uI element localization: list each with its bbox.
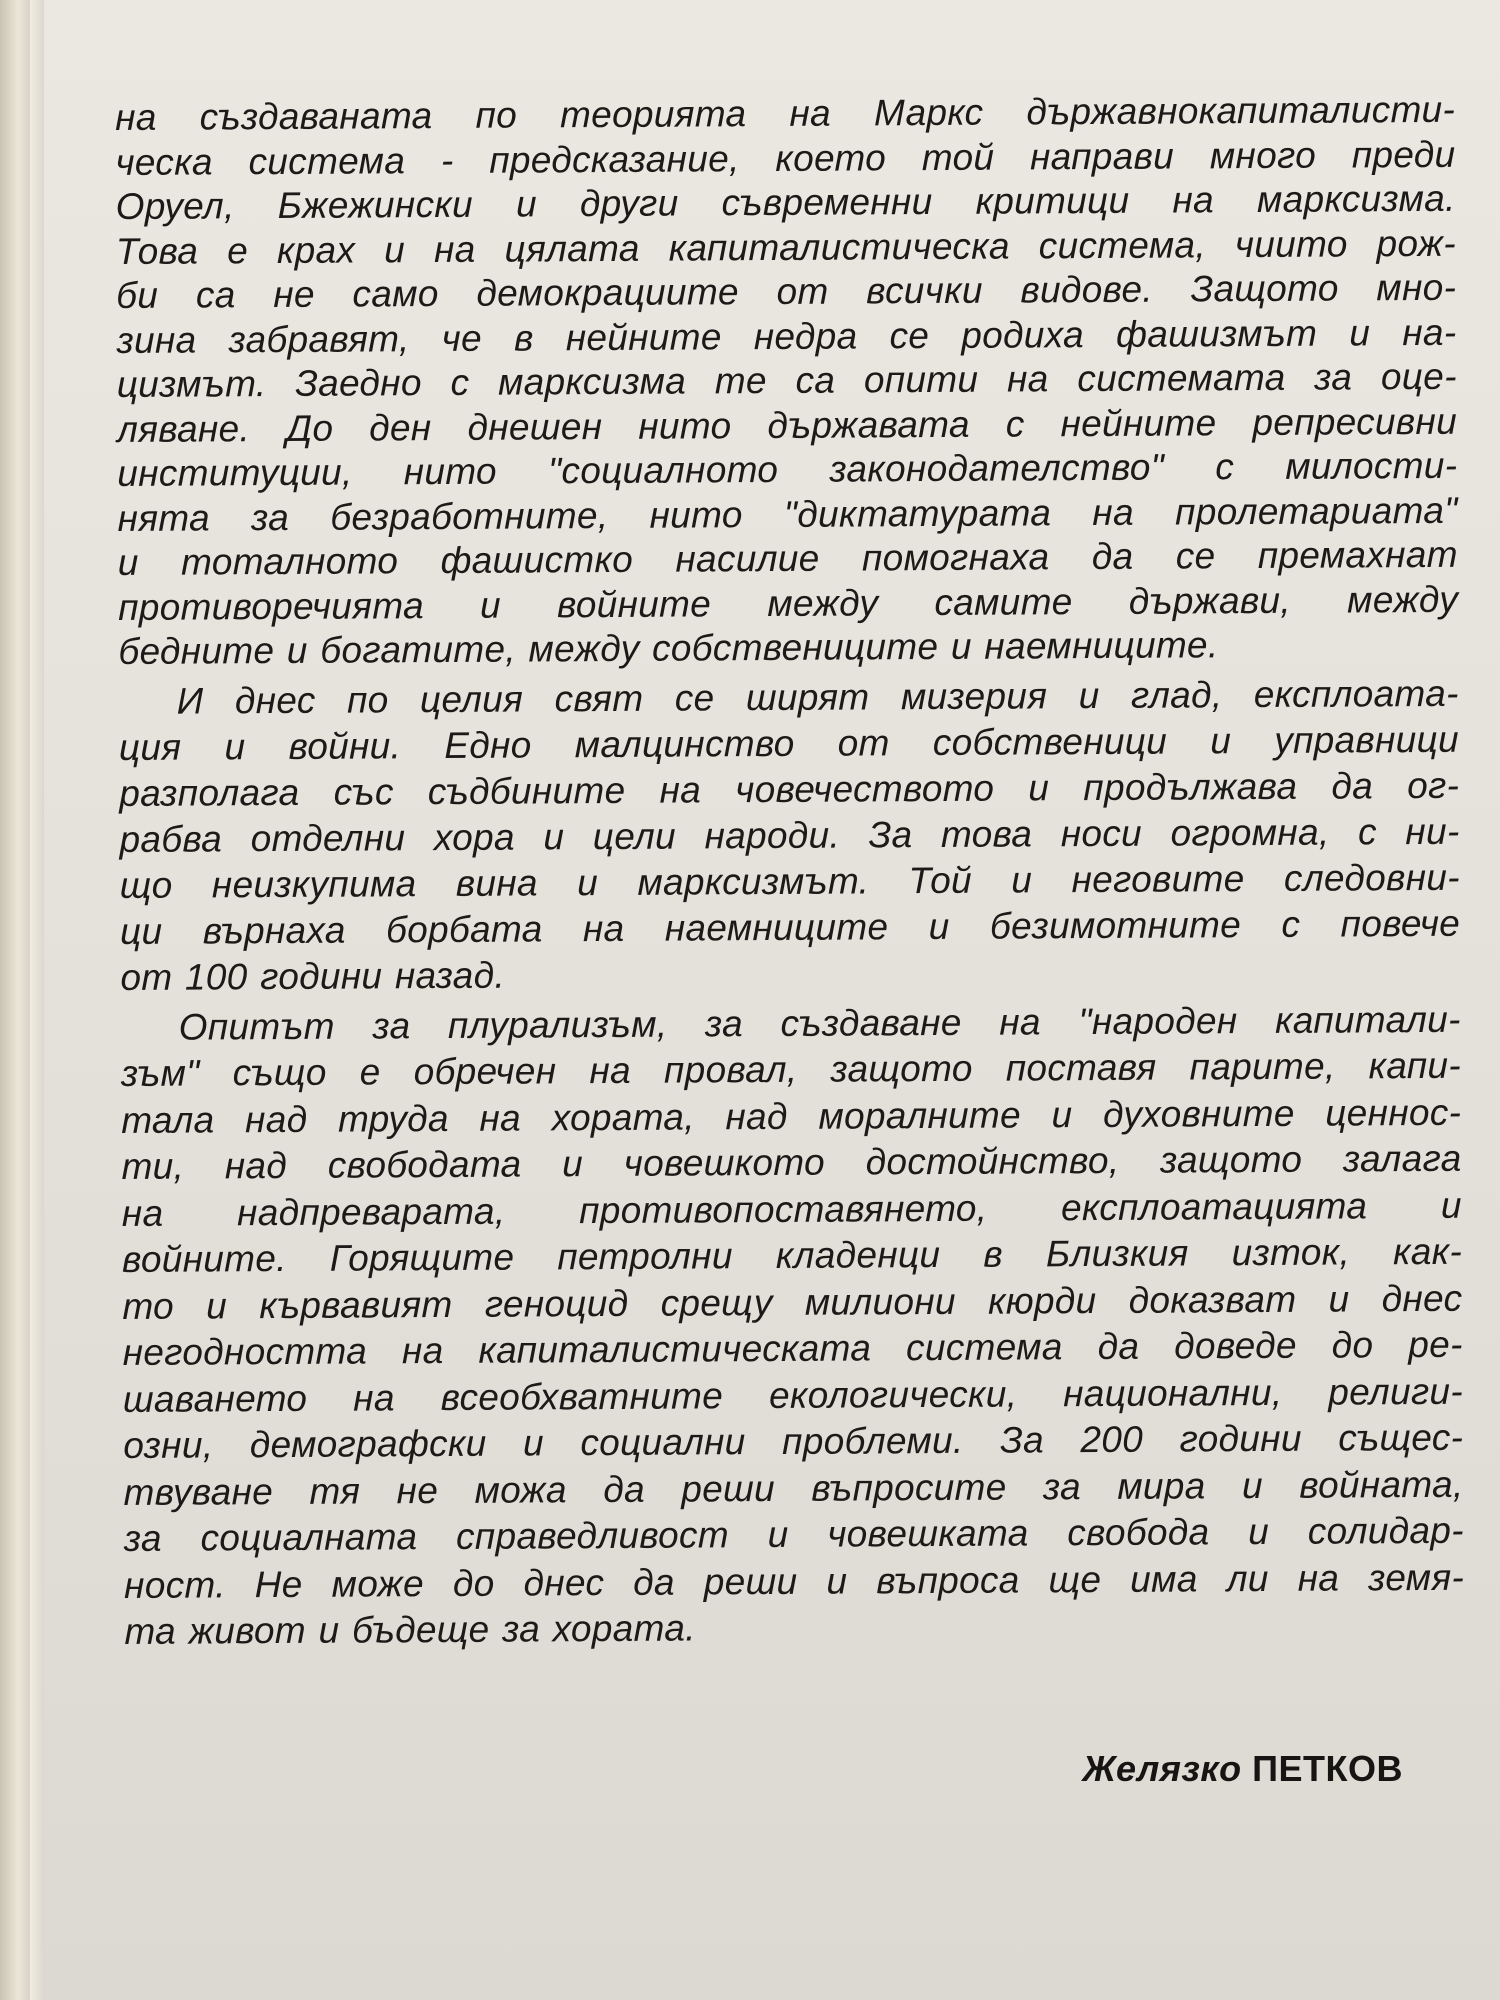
text-line: противоречията и войните между самите държави, между: [117, 578, 1459, 628]
text-line: ческа система - предсказание, което той направи много преди: [115, 133, 1456, 183]
text-line: институции, нито "социалното законодателство" с милости-: [117, 444, 1458, 494]
text-line: Това е крах и на цялата капиталистическа система, чиито рож-: [115, 222, 1457, 272]
text-line: за социалната справедливост и човешката свобода и солидар-: [123, 1509, 1464, 1559]
text-line: би са не само демокрациите от всички видове. Защото мно-: [116, 266, 1457, 316]
text-line: бедните и богатите, между собствениците и наемниците.: [118, 624, 1219, 672]
text-line: нята за безработните, нито "диктатурата на пролетариата": [117, 489, 1458, 539]
text-line: ляване. До ден днешен нито държавата с нейните репресивни: [116, 400, 1458, 450]
author-first-name: Желязко: [1082, 1748, 1242, 1789]
text-line: шаването на всеобхватните екологически, национални, религи-: [122, 1370, 1464, 1420]
text-line: и тоталното фашистко насилие помогнаха да се премахнат: [117, 533, 1458, 583]
text-line: на създаваната по теорията на Маркс държавнокапиталисти-: [115, 88, 1456, 138]
text-line: Опитът за плурализъм, за създаване на "народен капитали-: [178, 998, 1461, 1048]
text-line: ти, над свободата и човешкото достойнство, защото залага: [121, 1137, 1462, 1187]
text-line: от 100 години назад.: [120, 954, 506, 998]
text-line: И днес по целия свят се ширят мизерия и глад, експлоата-: [176, 672, 1459, 722]
text-line: твуване тя не можа да реши въпросите за мира и войната,: [123, 1463, 1464, 1513]
text-line: негодността на капиталистическата система да доведе до ре-: [122, 1323, 1463, 1373]
paragraph-1: [115, 88, 1459, 675]
text-line: тала над труда на хората, над моралните и духовните ценнос-: [121, 1091, 1462, 1141]
text-line: ност. Не може до днес да реши и въпроса ще има ли на земя-: [123, 1556, 1465, 1606]
book-spine: [0, 0, 30, 2000]
text-line: та живот и бъдеще за хората.: [124, 1607, 696, 1652]
paragraph-2: [119, 670, 1461, 1000]
text-line: ци върнаха борбата на наемниците и безимотните с повече: [119, 902, 1461, 952]
text-line: цизмът. Заедно с марксизма те са опити на системата за оце-: [116, 355, 1457, 405]
author-last-name: ПЕТКОВ: [1252, 1748, 1403, 1789]
text-line: ция и войни. Едно малцинство от собственици и управници: [118, 718, 1460, 768]
text-line: озни, демографски и социални проблеми. За 200 години същес-: [123, 1416, 1464, 1466]
text-line: що неизкупима вина и марксизмът. Той и неговите следовни-: [119, 856, 1460, 906]
page-edge: [30, 0, 44, 2000]
text-line: то и кървавият геноцид срещу милиони кюрди доказват и днес: [122, 1277, 1463, 1327]
text-line: на надпреварата, противопоставянето, експлоатацията и: [121, 1184, 1462, 1234]
text-line: зина забравят, че в нейните недра се родиха фашизмът и на-: [116, 311, 1457, 361]
author-signature: [1083, 1748, 1403, 1790]
article-body: [115, 88, 1465, 1660]
text-line: Оруел, Бжежински и други съвременни критици на марксизма.: [115, 177, 1456, 227]
paragraph-3: [121, 996, 1465, 1655]
text-line: разполага със съдбините на човечеството и продължава да ог-: [119, 764, 1460, 814]
text-line: рабва отделни хора и цели народи. За това носи огромна, с ни-: [119, 810, 1460, 860]
text-line: зъм" също е обречен на провал, защото поставя парите, капи-: [120, 1044, 1462, 1094]
text-line: войните. Горящите петролни кладенци в Близкия изток, как-: [121, 1230, 1463, 1280]
